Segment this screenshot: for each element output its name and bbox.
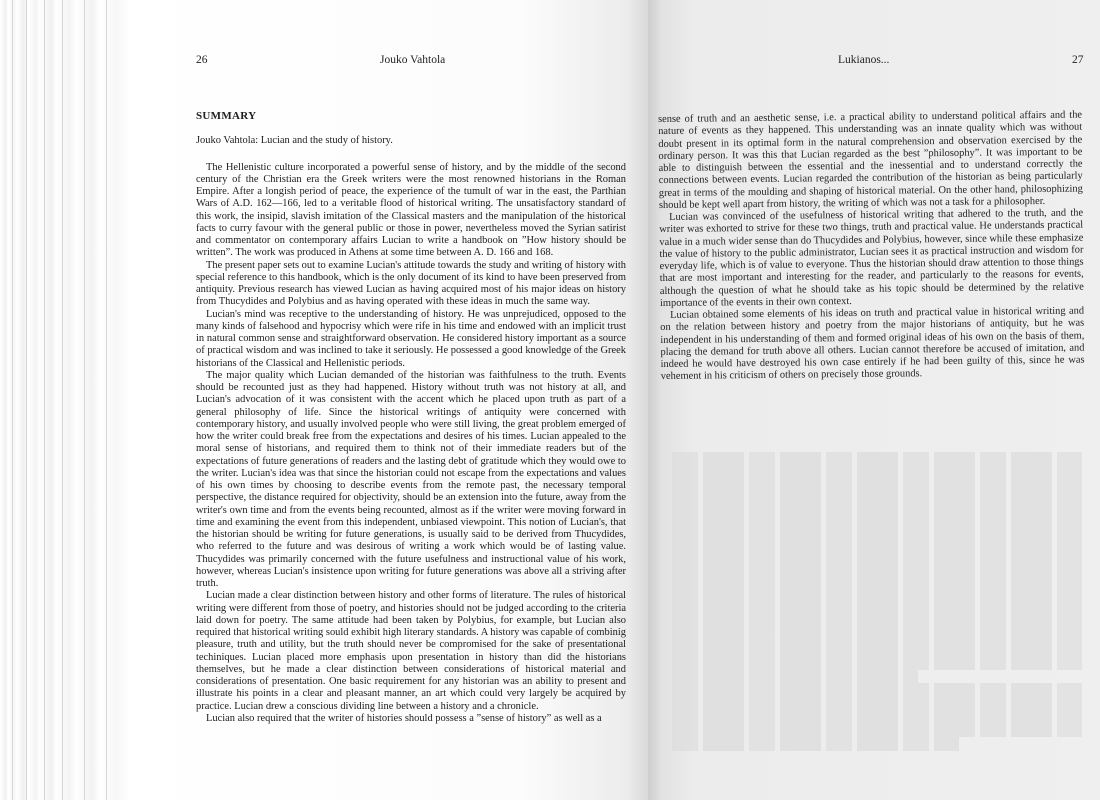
paragraph: Lucian also required that the writer of histories should possess a ”sense of history” as well as a bbox=[206, 712, 602, 724]
paragraph: The Hellenistic culture incorporated a powerful sense of history, and by the middle of the second century of the Christian era the Greek writers were the most renowned historians in the Roman Empire. After a longish period of peace, the experience of the tumult of war in the east, the Parthian Wars of A.D. 162—166, led to a veritable flood of historical writing. The unsatisfactory standard of this work, the insipid, slavish imitation of the Classical masters and the manipulation of the historical facts to curry favour with the general public or those in power, nevertheless moved the Syrian satirist and commentator on contemporary affairs Lucian to write a handbook on ”How history should be written”. The work was produced in Athens at some time between A. D. 166 and 168. bbox=[196, 161, 626, 259]
left-page-number: 26 bbox=[196, 54, 208, 66]
paragraph: Lucian was convinced of the usefulness of historical writing that adhered to the truth, and the writer was exhorted to strive for these two things, truth and practical value. He understands practical value in a much wider sense than do Thucydides and Polybius, however, since while these emphasize the value of history to the public administrator, Lucian sees it as practical instruction and wisdom for everyday life, which is of value to everyone. Thus the historian should draw attention to those things that are most important and interesting for the reader, and particularly to the reasons for events, although the question of what he should take as his topic should be determined by the relative importance of the events in their own context. bbox=[659, 207, 1084, 309]
paragraph: The major quality which Lucian demanded of the historian was faithfulness to the truth. Events should be recounted just as they had happened. History without truth was not history at all, and Lucian's advocation of it was consistent with the accent which he placed upon truth as part of a general philosophy of life. Since the historical writings of antiquity were concerned with contemporary history, and usually involved people who were still living, the great problem emerged of how the writer could break free from the expectations and desires of his times. Lucian appealed to the moral sense of historians, and required them to think not of their immediate readers but of the expectations of future generations of readers and the lasting debt of gratitude which they would owe to the writer. Lucian's idea was that since the historian could not escape from the expectations and values of his own times by choosing to describe events from the remote past, the necessary temporal perspective, the distance required for objectivity, should be an extension into the future, away from the writer's own time and from the events being recounted, almost as if the writer were moving forward in time and examining the event from this independent, unbiased viewpoint. This notion of Lucian's, that the historian should be writing for future generations, is usually said to be derived from Thucydides, who referred to the future and was desirous of writing a work which would be of lasting value. Thucydides was primarily concerned with the future usefulness and instructional value of his work, however, whereas Lucian's insistence upon writing for future generations was above all a striving after truth. bbox=[196, 369, 626, 589]
show-through-text bbox=[672, 452, 1082, 782]
paragraph: Lucian obtained some elements of his ideas on truth and practical value in historical writing and on the relation between history and poetry from the major historians of antiquity, but he was independent in his understanding of them and formed original ideas of his own on the basis of them, placing the demand for truth above all others. Lucian cannot therefore be accused of imitation, and indeed he would have destroyed his own case entirely if he had been guilty of this, since he was vehement in his criticism of others on precisely those grounds. bbox=[660, 305, 1085, 383]
left-running-head: Jouko Vahtola bbox=[380, 54, 446, 66]
right-running-head: Lukianos... bbox=[838, 54, 890, 66]
right-text-column bbox=[658, 110, 1085, 384]
summary-heading: SUMMARY bbox=[196, 110, 257, 122]
paragraph: Lucian made a clear distinction between history and other forms of literature. The rules of historical writing were different from those of poetry, and histories should not be judged according to the criteria laid down for poetry. The same attitude had been taken by Polybius, for example, but Lucian also required that historical writing sould exhibit high literary standards. A history was capable of combinig pleasure, truth and utility, but the truth should never be compromised for the sake of presentational techiniques. Lucian placed more emphasis upon presentation in history than did the historians themselves, but he made a clear distinction between considerations of historical material and considerations of presentation. One basic requirement for any historian was an ability to present and illustrate his points in a clear and pleasant manner, an art which could very largely be acquired by practice. Lucian drew a conscious dividing line between a history and a chronicle. bbox=[196, 590, 626, 712]
left-text-column bbox=[196, 110, 626, 725]
summary-subtitle: Jouko Vahtola: Lucian and the study of history. bbox=[196, 135, 393, 147]
paragraph: sense of truth and an aesthetic sense, i.e. a practical ability to understand political affairs and the nature of events as they happened. This understanding was an innate quality which was without doubt present in its optimal form in the natural comprehension and observation exercised by the ordinary person. It was this that Lucian regarded as the best ”philosophy”. It was important to be able to distinguish between the essential and the inessential and to understand correctly the connections between events. Lucian regarded the contribution of the historian as being particularly great in terms of the moulding and shaping of historical material. On the other hand, philosophizing should be kept well apart from history, the writing of which was not a task for a philosopher. bbox=[658, 109, 1083, 211]
paragraph: The present paper sets out to examine Lucian's attitude towards the study and writing of history with special reference to this handbook, which is the only document of its kind to have been preserved from antiquity. Previous research has viewed Lucian as having acquired most of his major ideas on history from Thucydides and Polybius and as having operated with these ideas in much the same way. bbox=[196, 259, 626, 308]
stacked-page-edges bbox=[0, 0, 130, 800]
paragraph: Lucian's mind was receptive to the understanding of history. He was unprejudiced, opposed to the many kinds of falsehood and hypocrisy which were rife in his time and endowed with an implicit trust in natural common sense and straightforward observation. He considered history important as a source of practical wisdom and was inclined to take it seriously. He possessed a good knowledge of the Greek historians of the Classical and Hellenistic periods. bbox=[196, 308, 626, 369]
right-page-number: 27 bbox=[1072, 54, 1084, 66]
